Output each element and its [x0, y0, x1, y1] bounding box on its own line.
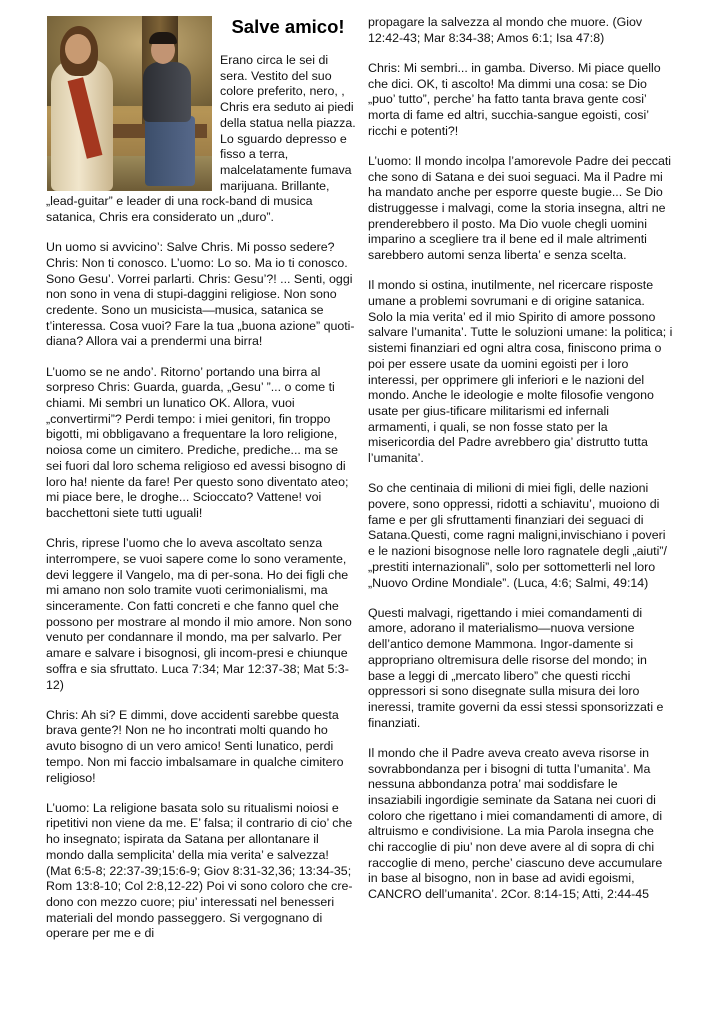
paragraph: Un uomo si avvicino’: Salve Chris. Mi posso sedere? Chris: Non ti conosco. L’uomo: Lo so. Ma io ti conosco. Sono Gesu’. Vorrei parlarti. Chris: Gesu’?! ... Senti, oggi non sono in vena di stupi-daggini religiose. Non sono credente. Sono un musicista—musica, satanica se t’interessa. Cosa vuoi? Fare la tua „buona azione” quoti-diana? Allora vai a prendermi una birra!	[46, 240, 355, 349]
paragraph: Erano circa le sei di sera. Vestito del suo colore preferito, nero, , Chris era seduto ai piedi della statua nella piazza. Lo sguardo depresso e fisso a terra, malcelatamente fumava marijuana. Brillante, „lead-guitar” e leader di una rock-band di musica satanica, Chris era considerato un „duro”.	[46, 53, 356, 225]
paragraph: Il mondo si ostina, inutilmente, nel ricercare risposte umane a problemi sovrumani e di origine satanica. Solo la mia verita’ ed il mio Spirito di amore possono salvare l’umanita’. Tutte le soluzioni umane: la politica; i sistemi finanziari ed ogni altra cosa, finiscono prima o poi per essere usate da uomini egoisti per i loro interessi, per opprimere gli inferiori e le nazioni del mondo. Anche le ideologie e molte filosofie vengono usate per gius-tificare militarismi ed infernali armamenti, i quali, se non fosse stato per la misericordia del Padre avrebbero gia’ distrutto tutta l’umanita’.	[368, 278, 673, 466]
paragraph: L’uomo: Il mondo incolpa l’amorevole Padre dei peccati che sono di Satana e dei suoi seguaci. Ma il Padre mi ha mandato anche per esporre queste bugie... Se Dio distruggesse i malvagi, come la storia insegna, altri ne prenderebbero il posto. Ma Dio vuole chegli uomini imparino a scegliere tra il bene ed il male altrimenti sarebbero automi senza liberta’ e senza scelta.	[368, 153, 672, 263]
paragraph: Chris, riprese l’uomo che lo aveva ascoltato senza interrompere, se vuoi sapere come lo sono veramente, devi leggere il Vangelo, ma di per-sona. Ho dei figli che mi amano non solo tramite vuoti cerimonialismi, ma sinceramente. Con fatti concreti e che fanno quel che possono per mostrare al mondo il mio amore. Non sono venuto per condannare il mondo, ma per salvarlo. Per amare e salvare i bisognosi, gli incom-presi e chiunque soffra e sia sfruttato. Luca 7:34; Mar 12:37-38; Mat 5:3-12)	[46, 536, 352, 692]
paragraph: Chris: Mi sembri... in gamba. Diverso. Mi piace quello che dici. OK, ti ascolto! Ma dimmi una cosa: se Dio „puo’ tutto”, perche’ ha fatto tanta brava gente cosi’ morta di fame ed altri, succhia-sangue egoisti, cosi’ ricchi e potenti?!	[368, 60, 661, 138]
paragraph: L’uomo se ne ando’. Ritorno’ portando una birra al sorpreso Chris: Guarda, guarda, „Gesu’ ”... o come ti chiami. Mi sembri un lunatico OK. Allora, vuoi „convertirmi”? Perdi tempo: i miei genitori, fin troppo bigotti, mi obbligavano a frequentare la loro religione, noiosa come un cimitero. Prediche, prediche... ma se sei fuori dal loro schema religioso ed avessi bisogno di loro ha! niente da fare! Per questo sono diventato ateo; mi piace bere, le droghe... Scioccato? Vattene! voi bacchettoni siete tutti uguali!	[46, 364, 349, 520]
left-column	[46, 15, 356, 957]
paragraph: So che centinaia di milioni di miei figli, delle nazioni povere, sono oppressi, ridotti a schiavitu’, muoiono di fame e per gli sfruttamenti finanziari dei seguaci di Satana.Questi, come ragni maligni,invischiano i poveri e le nazioni bisognose nelle loro ragnatele degli „aiuti”/„prestiti internazionali”, solo per sottometterli nel loro „Nuovo Ordine Mondiale”. (Luca, 4:6; Salmi, 49:14)	[368, 481, 667, 590]
paragraph: Questi malvagi, rigettando i miei comandamenti di amore, adorano il materialismo—nuova versione dell’antico demone Mammona. Ingor-damente si appropriano oltremisura delle risorse del mondo; in base a leggi di „mercato libero” che questi ricchi oppressori si sono disegnate sulla misura dei loro ineressi, tramite governi da essi stessi sponsorizzati e finanziati.	[368, 605, 664, 730]
paragraph: L’uomo: La religione basata solo su ritualismi noiosi e ripetitivi non viene da me. E’ falsa; il contrario di cio’ che ho insegnato; ispirata da Satana per allontanare il mondo dalla semplicita’ della mia verita’ e salvezza! (Mat 6:5-8; 22:37-39;15:6-9; Giov 8:31-32,36; 13:34-35; Rom 13:8-10; Col 2:8,12-22) Poi vi sono coloro che cre-dono con mezzo cuore; piu’ interessati nel benesseri materiali del mondo passeggero. Si vergognano di operare per me e di	[46, 800, 353, 941]
paragraph: Il mondo che il Padre aveva creato aveva risorse in sovrabbondanza per i bisogni di tutta l’umanita’. Ma nessuna abbondanza potra’ mai soddisfare le insaziabili ingordigie seminate da Satana nei cuori di coloro che rigettano i miei comandamenti di amore, di altruismo e condivisione. La mia Parola insegna che chi raccoglie di piu’ non deve avere al di sopra di chi raccoglie di meno, perche’ ciascuno deve accumulare in base al bisogno, non in base ad avidi egoismi, CANCRO dell’umanita’. 2Cor. 8:14-15; Atti, 2:44-45	[368, 745, 663, 902]
right-column	[368, 15, 673, 917]
illustration-image	[47, 16, 212, 191]
paragraph: propagare la salvezza al mondo che muore. (Giov 12:42-43; Mar 8:34-38; Amos 6:1; Isa 47:8)	[368, 15, 643, 45]
page-title: Salve amico!	[231, 16, 345, 37]
paragraph: Chris: Ah si? E dimmi, dove accidenti sarebbe questa brava gente?! Non ne ho incontrati molti quando ho avuto bisogno di un vero amico! Senti lunatico, perdi tempo. Non mi faccio imbalsamare in qualche cimitero religioso!	[46, 707, 344, 785]
